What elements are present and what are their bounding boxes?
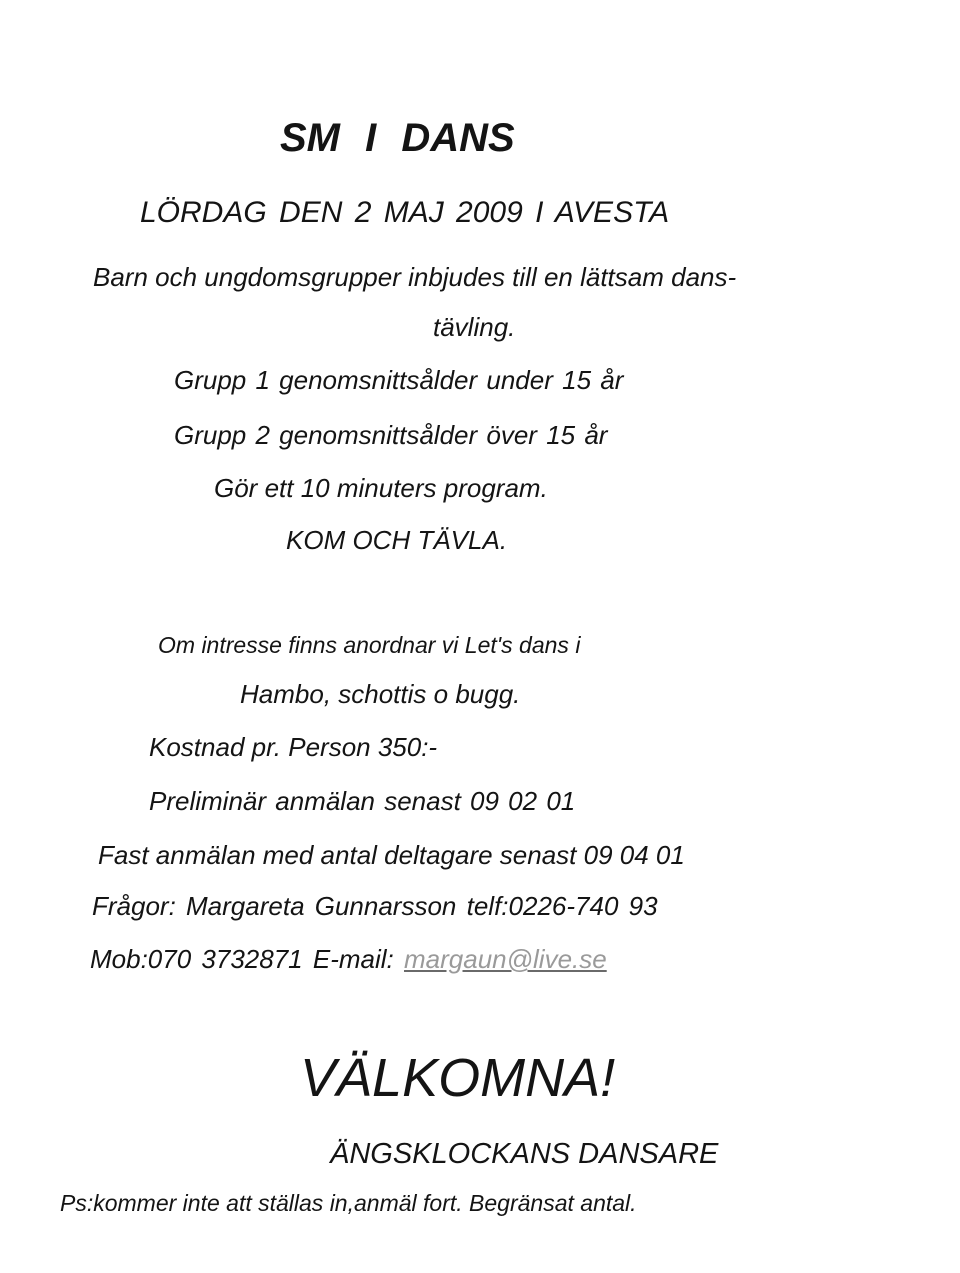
invitation-line-2: tävling. (433, 312, 516, 342)
postscript-note: Ps:kommer inte att ställas in,anmäl fort. Begränsat antal. (60, 1190, 637, 1216)
interest-line-2: Hambo, schottis o bugg. (240, 679, 521, 709)
invitation-line-1: Barn och ungdomsgrupper inbjudes till en lättsam dans- (93, 262, 737, 292)
preliminary-registration: Preliminär anmälan senast 09 02 01 (149, 786, 576, 816)
email-label: E-mail: (312, 944, 394, 974)
email-link[interactable]: margaun@live.se (404, 944, 607, 974)
organizer-name: ÄNGSKLOCKANS DANSARE (330, 1138, 719, 1170)
cost-per-person: Kostnad pr. Person 350:- (149, 732, 438, 762)
call-to-action: KOM OCH TÄVLA. (286, 525, 508, 555)
interest-line-1: Om intresse finns anordnar vi Let's dans i (158, 632, 581, 658)
mobile-number: Mob:070 3732871 (90, 944, 303, 974)
contact-mobile-email (90, 946, 607, 972)
final-registration: Fast anmälan med antal deltagare senast 09 04 01 (98, 840, 685, 870)
contact-questions: Frågor: Margareta Gunnarsson telf:0226-740 93 (92, 891, 658, 921)
welcome-heading: VÄLKOMNA! (300, 1048, 616, 1108)
group-1-description: Grupp 1 genomsnittsålder under 15 år (174, 365, 624, 395)
event-date-location: LÖRDAG DEN 2 MAJ 2009 I AVESTA (140, 196, 670, 229)
group-2-description: Grupp 2 genomsnittsålder över 15 år (174, 420, 608, 450)
flyer-title: SM I DANS (280, 116, 515, 160)
program-length: Gör ett 10 minuters program. (214, 473, 548, 503)
